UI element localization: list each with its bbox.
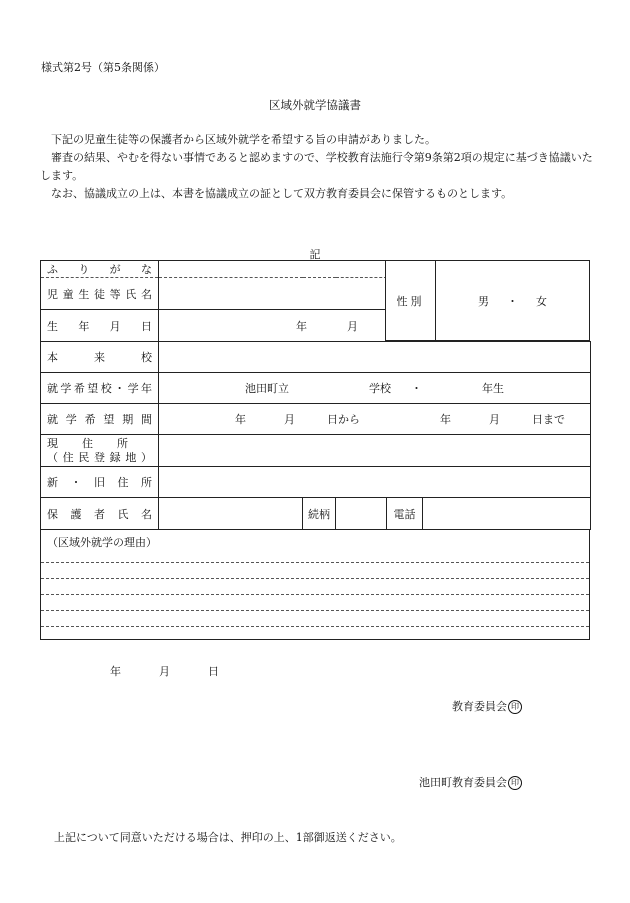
address-label-main: 現住所 bbox=[47, 436, 128, 450]
student-name-label: 児童生徒等氏名 bbox=[41, 278, 159, 310]
ki-heading: 記 bbox=[309, 248, 321, 261]
new-old-address-field[interactable] bbox=[159, 467, 591, 498]
date-year: 年 bbox=[110, 665, 121, 678]
paragraph-2: 審査の結果、やむを得ない事情であると認めますので、学校教育法施行令第9条第2項の規定に基づき協議いたします。 bbox=[40, 151, 593, 182]
furigana-field[interactable] bbox=[159, 261, 423, 278]
birth-month: 月 bbox=[347, 319, 358, 333]
form-number: 様式第2号（第5条関係） bbox=[41, 61, 165, 74]
board-name-1: 教育委員会 bbox=[452, 700, 507, 713]
period-start-year: 年 bbox=[235, 413, 246, 426]
relation-label: 続柄 bbox=[303, 498, 336, 530]
period-field[interactable] bbox=[159, 404, 591, 435]
period-start-day: 日から bbox=[327, 413, 360, 426]
gender-female[interactable]: 女 bbox=[536, 294, 547, 308]
phone-label: 電話 bbox=[387, 498, 423, 530]
seal-icon: 印 bbox=[508, 776, 522, 790]
furigana-label: ふりがな bbox=[41, 261, 159, 278]
paragraph-3: なお、協議成立の上は、本書を協議成立の証として双方教育委員会に保管するものとします。 bbox=[51, 187, 513, 200]
reason-line-2 bbox=[41, 578, 589, 579]
address-label-sub: （住民登録地） bbox=[47, 450, 152, 464]
signature-board-2 bbox=[419, 774, 522, 790]
birthdate-label: 生年月日 bbox=[41, 310, 159, 342]
grade-suffix: 年生 bbox=[482, 382, 504, 395]
reason-line-5 bbox=[41, 626, 589, 627]
birth-year: 年 bbox=[296, 319, 307, 333]
desired-school-label: 就学希望校・学年 bbox=[41, 373, 159, 404]
guardian-name-label: 保護者氏名 bbox=[41, 498, 159, 530]
school-sep: ・ bbox=[411, 382, 422, 395]
gender-label-cell bbox=[385, 260, 436, 341]
issue-date bbox=[110, 663, 219, 679]
footer-note: 上記について同意いただける場合は、押印の上、1部御返送ください。 bbox=[54, 831, 402, 844]
reason-label: （区域外就学の理由） bbox=[47, 536, 157, 549]
reason-field[interactable] bbox=[40, 530, 590, 640]
origin-school-field[interactable] bbox=[159, 342, 591, 373]
board-name-2: 池田町教育委員会 bbox=[419, 776, 507, 789]
new-old-address-label: 新・旧住所 bbox=[41, 467, 159, 498]
signature-board-1 bbox=[452, 698, 522, 714]
student-name-field[interactable] bbox=[159, 278, 423, 310]
relation-field[interactable] bbox=[336, 498, 387, 530]
reason-line-3 bbox=[41, 594, 589, 595]
reason-line-4 bbox=[41, 610, 589, 611]
period-label: 就学希望期間 bbox=[41, 404, 159, 435]
document-title: 区域外就学協議書 bbox=[269, 98, 361, 112]
gender-label: 性別 bbox=[396, 294, 425, 308]
period-end-year: 年 bbox=[440, 413, 451, 426]
paragraph-1: 下記の児童生徒等の保護者から区域外就学を希望する旨の申請がありました。 bbox=[51, 133, 436, 146]
gender-male[interactable]: 男 bbox=[478, 294, 489, 308]
desired-school-field[interactable] bbox=[159, 373, 591, 404]
date-month: 月 bbox=[159, 665, 170, 678]
reason-line-1 bbox=[41, 562, 589, 563]
gender-separator: ・ bbox=[507, 294, 518, 308]
town-prefix: 池田町立 bbox=[245, 382, 289, 395]
period-start-month: 月 bbox=[284, 413, 295, 426]
address-field[interactable] bbox=[159, 435, 591, 467]
origin-school-label: 本来校 bbox=[41, 342, 159, 373]
date-day: 日 bbox=[208, 665, 219, 678]
address-label bbox=[41, 435, 159, 467]
seal-icon: 印 bbox=[508, 700, 522, 714]
gender-field[interactable] bbox=[435, 260, 590, 341]
school-suffix: 学校 bbox=[369, 382, 391, 395]
intro-text bbox=[40, 131, 595, 203]
guardian-name-field[interactable] bbox=[159, 498, 303, 530]
birthdate-field[interactable] bbox=[159, 310, 423, 342]
period-end-month: 月 bbox=[489, 413, 500, 426]
period-end-day: 日まで bbox=[532, 413, 565, 426]
phone-field[interactable] bbox=[423, 498, 591, 530]
